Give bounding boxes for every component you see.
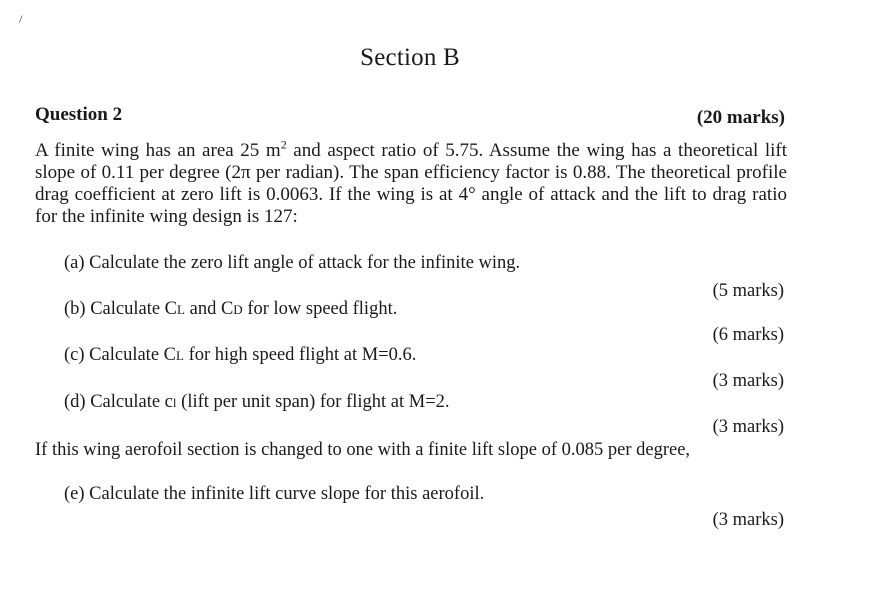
part-b-sub-1: L bbox=[177, 302, 185, 317]
part-e bbox=[64, 484, 484, 505]
part-b-label: (b) bbox=[64, 299, 86, 319]
part-d bbox=[64, 392, 450, 413]
stray-mark: / bbox=[19, 12, 23, 26]
question-heading: Question 2 bbox=[35, 104, 123, 125]
section-title: Section B bbox=[360, 44, 460, 71]
part-c-marks: (3 marks) bbox=[712, 371, 784, 391]
part-b-sub-2: D bbox=[233, 302, 243, 317]
part-c-text-2: for high speed flight at M=0.6. bbox=[183, 345, 417, 365]
part-c-label: (c) bbox=[64, 345, 85, 365]
part-a-text: Calculate the zero lift angle of attack for the infinite wing. bbox=[89, 253, 521, 273]
part-e-text: Calculate the infinite lift curve slope for this aerofoil. bbox=[89, 484, 485, 504]
part-b bbox=[64, 299, 397, 320]
squared-superscript: 2 bbox=[280, 137, 287, 152]
part-a bbox=[64, 253, 520, 274]
part-a-label: (a) bbox=[64, 253, 85, 273]
part-c-sub-1: L bbox=[176, 348, 184, 363]
part-b-text-2: and C bbox=[184, 299, 234, 319]
part-b-text-3: for low speed flight. bbox=[242, 299, 398, 319]
part-c bbox=[64, 345, 416, 366]
part-b-text-1: Calculate C bbox=[90, 299, 178, 319]
condition-text: If this wing aerofoil section is changed to one with a finite lift slope of 0.085 per degree, bbox=[35, 440, 691, 460]
question-body-part2: and aspect ratio of 5.75. Assume the wing has a theoretical lift slope of 0.11 per degree (2π per radian). The span efficiency factor is 0.88. The theoretical profile drag coefficient at zero lift is 0.0063. If the wing is at 4° angle of attack and the lift to drag ratio for the infinite wing design is 127: bbox=[35, 140, 787, 227]
question-body bbox=[35, 137, 787, 228]
question-body-part1: A finite wing has an area 25 m bbox=[35, 140, 281, 161]
part-d-label: (d) bbox=[64, 392, 86, 412]
part-d-text-2: (lift per unit span) for flight at M=2. bbox=[176, 392, 450, 412]
part-a-marks: (5 marks) bbox=[712, 281, 784, 301]
part-e-label: (e) bbox=[64, 484, 85, 504]
part-d-marks: (3 marks) bbox=[712, 417, 784, 437]
part-e-marks: (3 marks) bbox=[712, 510, 784, 530]
part-b-marks: (6 marks) bbox=[712, 325, 784, 345]
part-c-text-1: Calculate C bbox=[89, 345, 176, 365]
part-d-text-1: Calculate c bbox=[90, 392, 173, 412]
part-d-sub-1: l bbox=[172, 395, 177, 410]
question-total-marks: (20 marks) bbox=[696, 107, 785, 128]
